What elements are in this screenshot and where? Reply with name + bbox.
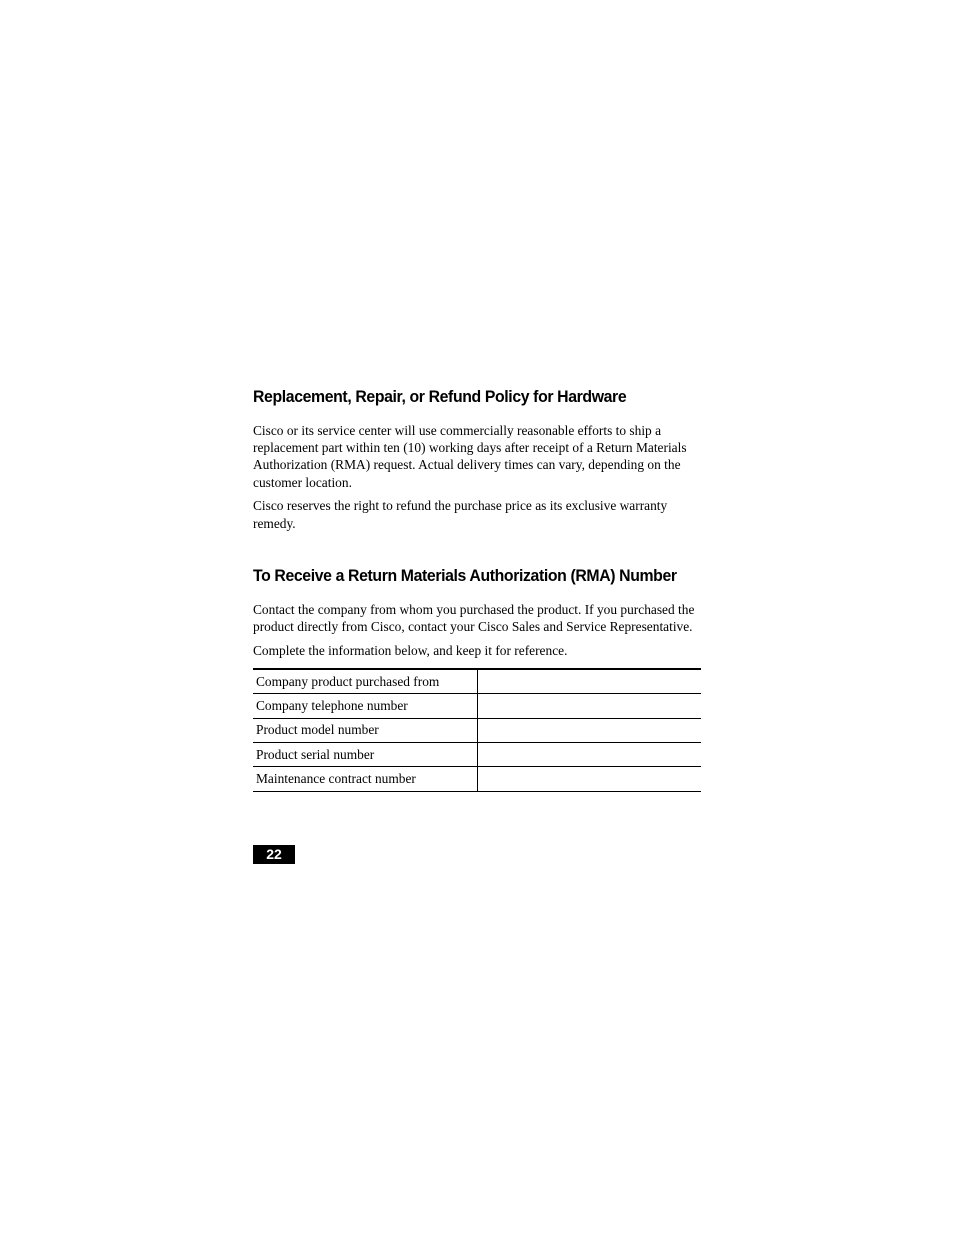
table-row <box>253 743 701 767</box>
table-row-value <box>478 669 702 694</box>
table-row <box>253 767 701 791</box>
table-row <box>253 718 701 742</box>
table-row-value <box>478 718 702 742</box>
section-heading-replacement-policy: Replacement, Repair, or Refund Policy for Hardware <box>253 387 627 406</box>
page-content <box>253 386 701 792</box>
section-heading-rma-number: To Receive a Return Materials Authorization (RMA) Number <box>253 565 677 585</box>
table-row <box>253 694 701 718</box>
rma-information-table <box>253 668 701 792</box>
page-number-badge: 22 <box>253 845 295 864</box>
table-row-label: Product model number <box>253 718 478 742</box>
table-row-label: Product serial number <box>253 743 478 767</box>
paragraph-contact-company: Contact the company from whom you purchased the product. If you purchased the product directly from Cisco, contact your Cisco Sales and Service Representative. <box>253 601 695 634</box>
table-row-value <box>478 767 702 791</box>
paragraph-complete-information: Complete the information below, and keep it for reference. <box>253 642 568 658</box>
paragraph-shipping-efforts: Cisco or its service center will use commercially reasonable efforts to ship a replacement part within ten (10) working days after receipt of a Return Materials Authorization (RMA) request. Actual delivery times can vary, depending on the customer location. <box>253 423 687 490</box>
table-row <box>253 669 701 694</box>
table-row-label: Company telephone number <box>253 694 478 718</box>
paragraph-refund-right: Cisco reserves the right to refund the purchase price as its exclusive warranty remedy. <box>253 498 668 531</box>
table-row-value <box>478 743 702 767</box>
table-row-label: Company product purchased from <box>253 669 478 694</box>
table-row-value <box>478 694 702 718</box>
table-row-label: Maintenance contract number <box>253 767 478 791</box>
